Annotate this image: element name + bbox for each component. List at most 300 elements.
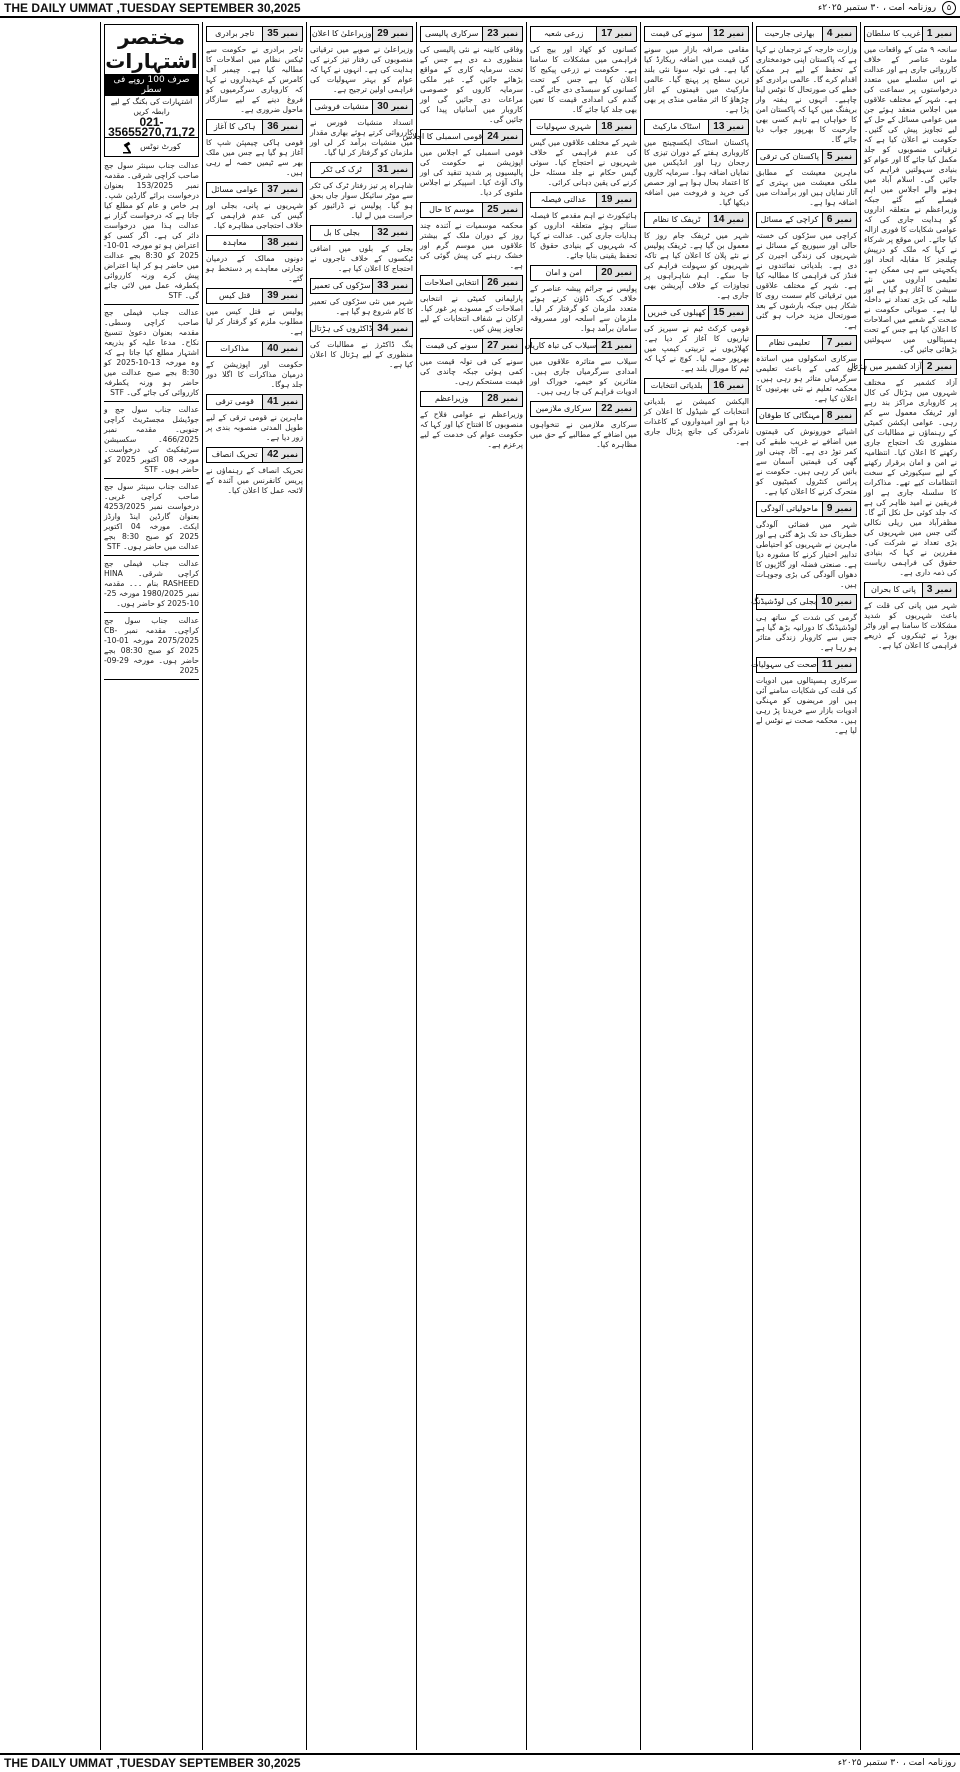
masthead-urdu-date: روزنامہ امت ، ۳۰ ستمبر ۲۰۲۵ء [817, 3, 937, 13]
classified-item [206, 341, 303, 390]
item-body-text: شہر کے مختلف علاقوں میں گیس کی عدم فراہمی کے خلاف شہریوں نے احتجاج کیا۔ سوئی گیس حکام نے جلد مسئلہ حل کرنے کی یقین دہانی کرائی۔ [530, 138, 637, 187]
item-heading [756, 149, 857, 165]
item-number-label: نمبر [501, 394, 518, 403]
item-number-label: نمبر [615, 195, 632, 204]
masthead-urdu-title [818, 1, 956, 15]
item-heading [206, 26, 303, 42]
item-number-label: نمبر [391, 228, 408, 237]
item-heading [644, 212, 749, 228]
item-heading [206, 235, 303, 251]
item-number-box [822, 336, 856, 350]
item-number-label: نمبر [727, 308, 744, 317]
item-number: 7 [826, 337, 833, 348]
classified-item [644, 26, 749, 115]
court-notice-text: کورٹ نوٹس [140, 142, 181, 151]
item-number-box [482, 130, 522, 144]
item-heading [751, 657, 857, 673]
notice-divider [104, 612, 199, 613]
item-title: پاکستان کی ترقی [759, 152, 819, 161]
item-body-text: ماہرین معیشت کے مطابق ملکی معیشت میں بہتری کے آثار نمایاں ہیں اور برآمدات میں اضافہ ہوا ہے۔ [756, 168, 857, 207]
item-title: آزاد کشمیر میں ہڑتال [847, 362, 922, 371]
item-number-label: نمبر [615, 268, 632, 277]
item-number: 26 [487, 277, 499, 288]
classified-item [756, 335, 857, 404]
item-heading [530, 192, 637, 208]
item-number: 30 [377, 101, 389, 112]
item-body-text: سرکاری ہسپتالوں میں ادویات کی قلت کی شکایات سامنے آئی ہیں اور مریضوں کو مہنگی ادویات بازار سے خریدنا پڑ رہی ہیں۔ محکمہ صحت نے نوٹس لے لیا ہے۔ [755, 676, 857, 735]
classified-item [756, 212, 857, 331]
item-body-text: تاجر برادری نے حکومت سے ٹیکس نظام میں اصلاحات کا مطالبہ کیا ہے۔ چیمبر آف کامرس کے عہدیداروں نے کہا کہ کاروباری سرگرمیوں کو فروغ دینے کے لیے سازگار ماحول ضروری ہے۔ [206, 45, 303, 114]
item-heading [530, 119, 637, 135]
item-title: سرکاری پالیسی [424, 29, 479, 38]
item-number: 40 [267, 343, 279, 354]
item-body-text: وزیراعلیٰ نے صوبے میں ترقیاتی منصوبوں کی رفتار تیز کرنے کی ہدایت کی ہے۔ انہوں نے کہا کہ عوام کو بہتر سہولیات کی فراہمی اولین ترجیح ہے۔ [310, 45, 413, 94]
item-title: قومی اسمبلی کا اجلاس [402, 132, 483, 141]
item-number-box [822, 150, 856, 164]
item-title: بھارتی جارحیت [764, 29, 815, 38]
classified-item [206, 182, 303, 231]
classifieds-page [0, 22, 960, 1750]
classified-item [420, 26, 523, 125]
classified-item [644, 212, 749, 301]
item-heading [644, 305, 749, 321]
item-number-box [822, 27, 856, 41]
item-number-box [262, 289, 302, 303]
item-title: غریب کا سلطان [866, 29, 921, 38]
item-number-label: نمبر [501, 29, 518, 38]
classified-item [864, 582, 957, 651]
classified-item [751, 594, 857, 653]
item-number-label: نمبر [501, 341, 518, 350]
item-title: قومی ترقی [215, 397, 254, 406]
item-number-label: نمبر [501, 205, 518, 214]
item-number-label: نمبر [835, 597, 852, 606]
item-title: سیلاب کی تباہ کاریاں [524, 341, 597, 350]
item-number-label: نمبر [727, 122, 744, 131]
court-notice: عدالت جناب سول جج کراچی۔ مقدمہ نمبر CB-2075/2025 مورخہ 01-10-2025 کو صبح 08:30 بجے حاضر ہوں۔ مورخہ 29-09-2025 [104, 616, 199, 675]
item-heading [756, 26, 857, 42]
item-heading [751, 594, 857, 610]
item-number-label: نمبر [281, 397, 298, 406]
item-number-label: نمبر [835, 504, 852, 513]
item-heading [310, 26, 413, 42]
column-3 [640, 22, 752, 1750]
item-number: 42 [267, 449, 279, 460]
item-body-text: پولیس نے قتل کیس میں مطلوب ملزم کو گرفتار کر لیا ہے۔ [206, 307, 303, 336]
classified-item [847, 359, 957, 578]
item-number: 25 [487, 204, 499, 215]
item-body-text: وفاقی کابینہ نے نئی پالیسی کی منظوری دے دی ہے جس کے تحت سرمایہ کاری کے مواقع بڑھائے جائیں گے۔ غیر ملکی سرمایہ کاروں کو خصوصی مراعات دی جائیں گی اور کاروبار میں آسانیاں پیدا کی جائیں گی۔ [420, 45, 523, 124]
item-number-box [372, 322, 412, 336]
item-heading [864, 26, 957, 42]
item-heading [644, 378, 749, 394]
item-body-text: کسانوں کو کھاد اور بیج کی فراہمی میں مشکلات کا سامنا ہے۔ حکومت نے زرعی پیکیج کا اعلان کیا ہے جس کے تحت کسانوں کو سبسڈی دی جائے گی۔ گندم کی امدادی قیمت کا تعین بھی جلد کیا جائے گا۔ [530, 45, 637, 114]
item-number-box [708, 379, 748, 393]
item-title: مذاکرات [220, 344, 249, 353]
page-number: ۵ [942, 1, 956, 15]
masthead [0, 0, 960, 18]
item-title: معاہدہ [222, 238, 247, 247]
item-number-label: نمبر [391, 102, 408, 111]
item-title: سڑکوں کی تعمیر [312, 281, 371, 290]
item-body-text: سرکاری اسکولوں میں اساتذہ کی کمی کے باعث تعلیمی سرگرمیاں متاثر ہو رہی ہیں۔ محکمہ تعلیم نے نئی بھرتیوں کا اعلان کیا ہے۔ [756, 354, 857, 403]
item-title: بجلی کا بل [323, 228, 360, 237]
item-number: 9 [826, 503, 833, 514]
item-number-label: نمبر [281, 291, 298, 300]
column-4 [526, 22, 640, 1750]
item-number: 38 [267, 237, 279, 248]
item-number-box [822, 409, 856, 423]
item-body-text: وزیراعظم نے عوامی فلاح کے منصوبوں کا افتتاح کیا اور کہا کہ حکومت عوام کی خدمت کے لیے پرعزم ہے۔ [420, 410, 523, 449]
item-number-box [482, 339, 522, 353]
classified-item [756, 501, 857, 590]
item-body-text: کراچی میں سڑکوں کی خستہ حالی اور سیوریج کے مسائل نے شہریوں کی زندگی اجیرن کر دی ہے۔ بلدیاتی نمائندوں نے فنڈز کی فراہمی کا مطالبہ کیا ہے۔ شہر کے مختلف علاقوں میں ترقیاتی کام سست روی کا شکار ہیں جبکہ بارشوں کے بعد صورتحال مزید خراب ہو گئی ہے۔ [756, 231, 857, 330]
item-title: انتخابی اصلاحات [424, 278, 479, 287]
item-body-text: سرکاری ملازمین نے تنخواہوں میں اضافے کے مطالبے کے حق میں مظاہرہ کیا۔ [530, 420, 637, 449]
notice-divider [104, 679, 199, 680]
item-body-text: شہر میں نئی سڑکوں کی تعمیر کا کام شروع ہو گیا ہے۔ [310, 297, 413, 316]
item-number-box [708, 213, 748, 227]
item-heading [420, 338, 523, 354]
column-5 [402, 22, 526, 1750]
ad-banner-title: مختصر اشتہارات [105, 25, 198, 73]
item-heading [310, 162, 413, 178]
item-title: قتل کیس [219, 291, 251, 300]
item-title: ٹریفک کا نظام [652, 215, 701, 224]
item-number: 13 [713, 121, 725, 132]
item-number: 33 [377, 280, 389, 291]
item-number-label: نمبر [615, 122, 632, 131]
item-heading [756, 501, 857, 517]
item-heading [864, 582, 957, 598]
item-body-text: قومی کرکٹ ٹیم نے سیریز کی تیاریوں کا آغاز کر دیا ہے۔ کھلاڑیوں نے تربیتی کیمپ میں بھرپور حصہ لیا۔ کوچ نے کہا کہ ٹیم کا مورال بلند ہے۔ [644, 324, 749, 373]
item-body-text: بجلی کے بلوں میں اضافی ٹیکسوں کے خلاف تاجروں نے احتجاج کا اعلان کیا ہے۔ [310, 244, 413, 273]
item-body-text: پاکستان اسٹاک ایکسچینج میں کاروباری ہفتے کے دوران تیزی کا رجحان رہا اور انڈیکس میں نمایاں اضافہ ہوا۔ سرمایہ کاروں کا اعتماد بحال ہوا ہے اور حصص کی خرید و فروخت میں اضافہ دیکھا گیا۔ [644, 138, 749, 207]
gavel-icon [122, 140, 136, 154]
item-number-box [822, 213, 856, 227]
classified-item [310, 26, 413, 95]
item-body-text: شہر میں فضائی آلودگی خطرناک حد تک بڑھ گئی ہے اور ماہرین نے شہریوں کو احتیاطی تدابیر اختیار کرنے کا مشورہ دیا ہے۔ صنعتی فضلہ اور گاڑیوں کا دھواں آلودگی کی بڑی وجوہات ہیں۔ [756, 520, 857, 589]
item-number-box [372, 279, 412, 293]
item-number: 24 [487, 131, 499, 142]
item-heading [310, 99, 413, 115]
item-heading [756, 212, 857, 228]
item-number: 3 [926, 584, 933, 595]
classified-item [756, 26, 857, 145]
item-heading [206, 341, 303, 357]
item-title: وزیراعلیٰ کا اعلان [311, 29, 372, 38]
item-number-box [596, 339, 636, 353]
item-number-label: نمبر [727, 29, 744, 38]
item-number-box [262, 342, 302, 356]
classified-item [206, 288, 303, 337]
item-number: 15 [713, 307, 725, 318]
item-title: سونے کی قیمت [650, 29, 703, 38]
item-body-text: اشیائے خورونوش کی قیمتوں میں اضافے نے غریب طبقے کی کمر توڑ دی ہے۔ آٹا، چینی اور گھی کی قیمتیں آسمان سے باتیں کر رہی ہیں۔ حکومت نے پرائس کنٹرول کمیٹیوں کو متحرک کرنے کا اعلان کیا ہے۔ [756, 427, 857, 496]
item-title: پانی کا بحران [871, 585, 916, 594]
classified-item [206, 447, 303, 496]
column-8-ads [100, 22, 202, 1750]
classified-item [530, 119, 637, 188]
ad-rate-badge: صرف 100 روپے فی سطر [105, 74, 198, 96]
item-title: تعلیمی نظام [768, 338, 810, 347]
item-title: تحریک انصاف [211, 450, 258, 459]
item-number-label: نمبر [391, 324, 408, 333]
item-number-box [372, 27, 412, 41]
item-number: 28 [487, 393, 499, 404]
item-body-text: سانحہ ۹ مئی کے واقعات میں ملوث عناصر کے خلاف کارروائی جاری ہے اور عدالت نے اس سلسلے میں متعدد درخواستوں پر سماعت کی ہے۔ شہر کے مختلف علاقوں میں اجلاس منعقد ہوئے جن میں عوامی مسائل کے حل کے لیے تجاویز پیش کی گئیں۔ حکومت نے اعلان کیا ہے کہ ترقیاتی منصوبوں کو جلد مکمل کیا جائے گا اور عوام کو بنیادی سہولتیں فراہم کی جائیں گی۔ اسلام آباد میں ہونے والے اجلاس میں اہم فیصلے کیے گئے جبکہ وزیراعظم نے متعلقہ اداروں کو ہدایت جاری کی کہ عوامی شکایات کا فوری ازالہ کیا جائے۔ اس موقع پر شرکاء نے کہا کہ ملک کو درپیش چیلنجز کا مقابلہ اتحاد اور یکجہتی سے ہی ممکن ہے۔ تعلیمی اداروں میں نئے سیشن کا آغاز ہو گیا ہے اور طلبہ کی بڑی تعداد نے داخلہ لیا ہے۔ صوبائی حکومت نے صحت کے شعبے میں اصلاحات کا اعلان کیا ہے جس کے تحت ہسپتالوں میں سہولتیں بڑھائی جائیں گی۔ [864, 45, 957, 354]
court-notice: عدالت جناب سینئر سول جج صاحب کراچی شرقی۔ مقدمہ نمبر 153/2025 بعنوان درخواست برائے گارڈین شپ۔ ہر خاص و عام کو مطلع کیا جاتا ہے کہ درخواست گزار نے عدالت ہذا میں درخواست دائر کی ہے۔ اگر کسی کو اعتراض ہو تو مورخہ 01-10-2025 کو 8:30 بجے عدالت میں حاضر ہو کر اپنا اعتراض پیش کرے ورنہ کارروائی یکطرفہ عمل میں لائی جائے گی۔ STF [104, 161, 200, 300]
item-title: بلدیاتی انتخابات [650, 381, 703, 390]
item-number: 34 [377, 323, 389, 334]
classified-item [644, 378, 749, 447]
item-body-text: شہر میں پانی کی قلت کے باعث شہریوں کو شدید مشکلات کا سامنا ہے اور واٹر بورڈ نے ٹینکروں کے ذریعے فراہمی کا اعلان کیا ہے۔ [864, 601, 957, 650]
item-number-label: نمبر [935, 362, 952, 371]
item-body-text: آزاد کشمیر کے مختلف شہروں میں ہڑتال کی کال پر کاروباری مراکز بند رہے اور ٹریفک معمول سے کم رہی۔ عوامی ایکشن کمیٹی کے رہنماؤں نے مطالبات کی منظوری تک احتجاج جاری رکھنے کا اعلان کیا۔ انتظامیہ نے امن و امان برقرار رکھنے کے لیے سیکیورٹی کے سخت انتظامات کیے تھے۔ مذاکرات کا سلسلہ جاری ہے اور فریقین نے امید ظاہر کی ہے کہ جلد کوئی حل نکل آئے گا۔ مظفرآباد میں ریلی نکالی گئی جس میں شہریوں کی بڑی تعداد نے شرکت کی۔ مقررین نے کہا کہ بنیادی حقوق کی فراہمی ریاست کی ذمہ داری ہے۔ [864, 378, 957, 577]
item-number-box [922, 360, 956, 374]
notice-divider [104, 401, 199, 402]
item-heading [420, 275, 523, 291]
item-title: اسٹاک مارکیٹ [652, 122, 701, 131]
item-number-label: نمبر [615, 404, 632, 413]
item-number-label: نمبر [835, 411, 852, 420]
footer-urdu-date: روزنامہ امت ، ۳۰ ستمبر ۲۰۲۵ء [837, 1758, 956, 1768]
item-title: بجلی کی لوڈشیڈنگ [751, 597, 817, 606]
item-number: 14 [713, 214, 725, 225]
classified-item [206, 119, 303, 178]
item-number-box [816, 595, 856, 609]
classified-item [310, 278, 413, 317]
item-heading [756, 335, 857, 351]
item-number-box [817, 658, 856, 672]
item-number: 21 [601, 340, 613, 351]
column-7 [202, 22, 306, 1750]
masthead-english-title: THE DAILY UMMAT ,TUESDAY SEPTEMBER 30,2025 [4, 1, 301, 15]
item-number-box [262, 120, 302, 134]
item-number: 39 [267, 290, 279, 301]
item-heading [420, 202, 523, 218]
item-number-box [922, 27, 956, 41]
item-body-text: گرمی کی شدت کے ساتھ ہی لوڈشیڈنگ کا دورانیہ بڑھ گیا ہے جس سے کاروبار زندگی متاثر ہو رہا ہے۔ [756, 613, 857, 652]
item-title: منشیات فروشی [314, 102, 369, 111]
classified-item [206, 394, 303, 443]
item-title: سونے کی قیمت [425, 341, 478, 350]
item-number: 4 [826, 28, 833, 39]
item-title: وزیراعظم [435, 394, 469, 403]
classified-item [756, 149, 857, 208]
classified-item [420, 202, 523, 271]
classified-item [864, 26, 957, 355]
item-number: 12 [713, 28, 725, 39]
item-number-label: نمبر [501, 132, 518, 141]
item-number: 31 [377, 164, 389, 175]
item-heading [206, 288, 303, 304]
item-body-text: تحریک انصاف کے رہنماؤں نے پریس کانفرنس میں آئندہ کے لائحہ عمل کا اعلان کیا۔ [206, 466, 303, 495]
item-heading [644, 26, 749, 42]
classified-item [310, 99, 413, 158]
item-heading [530, 401, 637, 417]
item-number-box [482, 276, 522, 290]
item-title: موسم کا حال [429, 205, 475, 214]
item-number-box [822, 502, 856, 516]
classified-item [420, 391, 523, 450]
classified-item [310, 225, 413, 274]
item-number: 2 [926, 361, 933, 372]
classified-item [206, 235, 303, 284]
item-number-label: نمبر [727, 381, 744, 390]
item-heading [206, 119, 303, 135]
item-number: 19 [601, 194, 613, 205]
item-heading [756, 408, 857, 424]
item-title: تاجر برادری [215, 29, 255, 38]
item-body-text: شاہراہ پر تیز رفتار ٹرک کی ٹکر سے موٹر سائیکل سوار جاں بحق ہو گیا۔ پولیس نے ڈرائیور کو حراست میں لے لیا۔ [310, 181, 413, 220]
item-number-label: نمبر [727, 215, 744, 224]
item-title: شہری سہولیات [536, 122, 592, 131]
classified-item [751, 657, 857, 736]
item-number: 23 [487, 28, 499, 39]
column-6 [306, 22, 416, 1750]
item-heading [310, 278, 413, 294]
classified-item [524, 338, 637, 397]
item-number-label: نمبر [281, 344, 298, 353]
classified-item [310, 321, 413, 370]
item-number-label: نمبر [935, 29, 952, 38]
item-title: کھیلوں کی خبریں [647, 308, 706, 317]
item-heading [206, 447, 303, 463]
item-number-label: نمبر [391, 29, 408, 38]
item-number-box [596, 193, 636, 207]
item-number-box [262, 183, 302, 197]
item-body-text: ینگ ڈاکٹرز نے مطالبات کی منظوری کے لیے ہڑتال کا اعلان کیا ہے۔ [310, 340, 413, 369]
item-number-label: نمبر [501, 278, 518, 287]
item-title: امن و امان [545, 268, 582, 277]
item-number-box [372, 226, 412, 240]
court-notice: عدالت جناب سینئر سول جج صاحب کراچی غربی۔ درخواست نمبر 4253/2025 بعنوان گارڈین اینڈ وارڈز ایکٹ۔ مورخہ 04 اکتوبر 2025 کو صبح 8:30 بجے عدالت میں حاضر ہوں۔ STF [104, 482, 199, 551]
item-title: عدالتی فیصلہ [540, 195, 587, 204]
classified-ad-banner [104, 24, 199, 157]
item-body-text: قومی اسمبلی کے اجلاس میں اپوزیشن نے حکومت کی پالیسیوں پر شدید تنقید کی اور واک آؤٹ کیا۔ اسپیکر نے اجلاس ملتوی کر دیا۔ [420, 148, 523, 197]
item-title: ہاکی کا آغاز [213, 122, 256, 131]
item-body-text: مقامی صرافہ بازار میں سونے کی قیمت میں اضافہ ریکارڈ کیا گیا ہے۔ فی تولہ سونا نئی بلند ترین سطح پر پہنچ گیا۔ عالمی مارکیٹ میں قیمتوں کے اتار چڑھاؤ کا اثر مقامی منڈی پر بھی پڑا ہے۔ [644, 45, 749, 114]
item-number-label: نمبر [615, 29, 632, 38]
item-number-box [708, 306, 748, 320]
item-number: 41 [267, 396, 279, 407]
item-title: کراچی کے مسائل [760, 215, 819, 224]
item-number-box [596, 402, 636, 416]
item-number-label: نمبر [281, 122, 298, 131]
item-body-text: شہریوں نے پانی، بجلی اور گیس کی عدم فراہمی کے خلاف احتجاجی مظاہرہ کیا۔ [206, 201, 303, 230]
item-number: 29 [377, 28, 389, 39]
classified-item [420, 338, 523, 387]
notice-divider [104, 478, 199, 479]
item-number-label: نمبر [835, 215, 852, 224]
footer-english-title: THE DAILY UMMAT ,TUESDAY SEPTEMBER 30,2025 [4, 1756, 301, 1770]
footer-rule [0, 1753, 960, 1771]
item-body-text: الیکشن کمیشن نے بلدیاتی انتخابات کے شیڈول کا اعلان کر دیا ہے اور امیدواروں کے کاغذات نامزدگی کی جانچ پڑتال جاری ہے۔ [644, 397, 749, 446]
item-number-box [922, 583, 956, 597]
item-heading [530, 26, 637, 42]
item-number: 22 [601, 403, 613, 414]
item-number-label: نمبر [835, 660, 852, 669]
item-body-text: محکمہ موسمیات نے آئندہ چند روز کے دوران ملک کے بیشتر علاقوں میں موسم گرم اور خشک رہنے کی پیش گوئی کی ہے۔ [420, 221, 523, 270]
item-heading [847, 359, 957, 375]
item-heading [644, 119, 749, 135]
court-notice-label [105, 137, 198, 156]
item-title: ڈاکٹروں کی ہڑتال [310, 324, 373, 333]
item-number: 11 [821, 659, 833, 670]
classified-item [530, 192, 637, 261]
item-title: سرکاری ملازمین [535, 404, 592, 413]
item-number-box [596, 266, 636, 280]
item-number-label: نمبر [835, 152, 852, 161]
item-number-label: نمبر [391, 165, 408, 174]
item-title: مہنگائی کا طوفان [758, 411, 820, 420]
item-number: 5 [826, 151, 833, 162]
item-heading [206, 394, 303, 410]
notice-divider [104, 555, 199, 556]
column-2 [752, 22, 860, 1750]
item-number-box [708, 120, 748, 134]
court-notice: عدالت جناب فیملی جج صاحب کراچی وسطی۔ مقدمہ بعنوان دعویٰ تنسیخ نکاح۔ مدعا علیہ کو بذریعہ اشتہار مطلع کیا جاتا ہے کہ وہ مورخہ 13-10-2025 کو 8:30 بجے صبح عدالت میں حاضر ہو ورنہ یکطرفہ کارروائی کی جائے گی۔ STF [104, 308, 199, 397]
classified-item [756, 408, 857, 497]
item-number: 17 [601, 28, 613, 39]
item-title: زرعی شعبہ [543, 29, 584, 38]
item-body-text: دونوں ممالک کے درمیان تجارتی معاہدے پر دستخط ہو گئے۔ [206, 254, 303, 283]
court-notice: عدالت جناب فیملی جج کراچی شرقی۔ HINA RASHEED بنام ۔۔۔ مقدمہ نمبر 1980/2025 مورخہ 25-10-2025 کو حاضر ہوں۔ [104, 559, 199, 608]
item-number-box [372, 163, 412, 177]
item-number-box [708, 27, 748, 41]
item-heading [420, 391, 523, 407]
item-heading [310, 225, 413, 241]
item-number: 1 [926, 28, 933, 39]
item-heading [420, 26, 523, 42]
item-title: ٹرک کی ٹکر [321, 165, 362, 174]
item-body-text: سونے کی فی تولہ قیمت میں کمی ہوئی جبکہ چاندی کی قیمت مستحکم رہی۔ [420, 357, 523, 386]
classified-item [402, 129, 523, 198]
item-heading [310, 321, 413, 337]
item-number: 16 [713, 380, 725, 391]
item-body-text: وزارت خارجہ کے ترجمان نے کہا ہے کہ پاکستان اپنی خودمختاری کے تحفظ کے لیے ہر ممکن اقدام کرے گا۔ عالمی برادری کو خطے کی صورتحال کا نوٹس لینا چاہیے۔ انہوں نے ہفتہ وار بریفنگ میں کہا کہ پاکستان امن کا خواہاں ہے تاہم کسی بھی جارحیت کا بھرپور جواب دیا جائے گا۔ [756, 45, 857, 144]
item-number: 10 [821, 596, 833, 607]
classified-item [530, 26, 637, 115]
item-title: صحت کی سہولیات [751, 660, 817, 669]
item-heading [206, 182, 303, 198]
item-number: 36 [267, 121, 279, 132]
item-title: ماحولیاتی آلودگی [760, 504, 819, 513]
item-number-box [596, 120, 636, 134]
item-number: 32 [377, 227, 389, 238]
item-body-text: ماہرین نے قومی ترقی کے لیے طویل المدتی منصوبہ بندی پر زور دیا ہے۔ [206, 413, 303, 442]
classified-item [206, 26, 303, 115]
item-heading [530, 265, 637, 281]
court-notices-list [104, 161, 199, 680]
item-number-box [482, 27, 522, 41]
item-number-box [262, 27, 302, 41]
item-number: 18 [601, 121, 613, 132]
item-number: 37 [267, 184, 279, 195]
item-body-text: ہائیکورٹ نے اہم مقدمے کا فیصلہ سناتے ہوئے متعلقہ اداروں کو ہدایات جاری کیں۔ عدالت نے کہا کہ شہریوں کے بنیادی حقوق کا تحفظ یقینی بنایا جائے۔ [530, 211, 637, 260]
item-body-text: پارلیمانی کمیٹی نے انتخابی اصلاحات کے مسودے پر غور کیا۔ ارکان نے شفاف انتخابات کے لیے تجاویز پیش کیں۔ [420, 294, 523, 333]
item-number-box [482, 203, 522, 217]
item-number: 27 [487, 340, 499, 351]
classified-item [644, 305, 749, 374]
item-number-box [372, 100, 412, 114]
item-number: 8 [826, 410, 833, 421]
classified-item [420, 275, 523, 334]
item-number-label: نمبر [935, 585, 952, 594]
notice-divider [104, 304, 199, 305]
item-number: 6 [826, 214, 833, 225]
